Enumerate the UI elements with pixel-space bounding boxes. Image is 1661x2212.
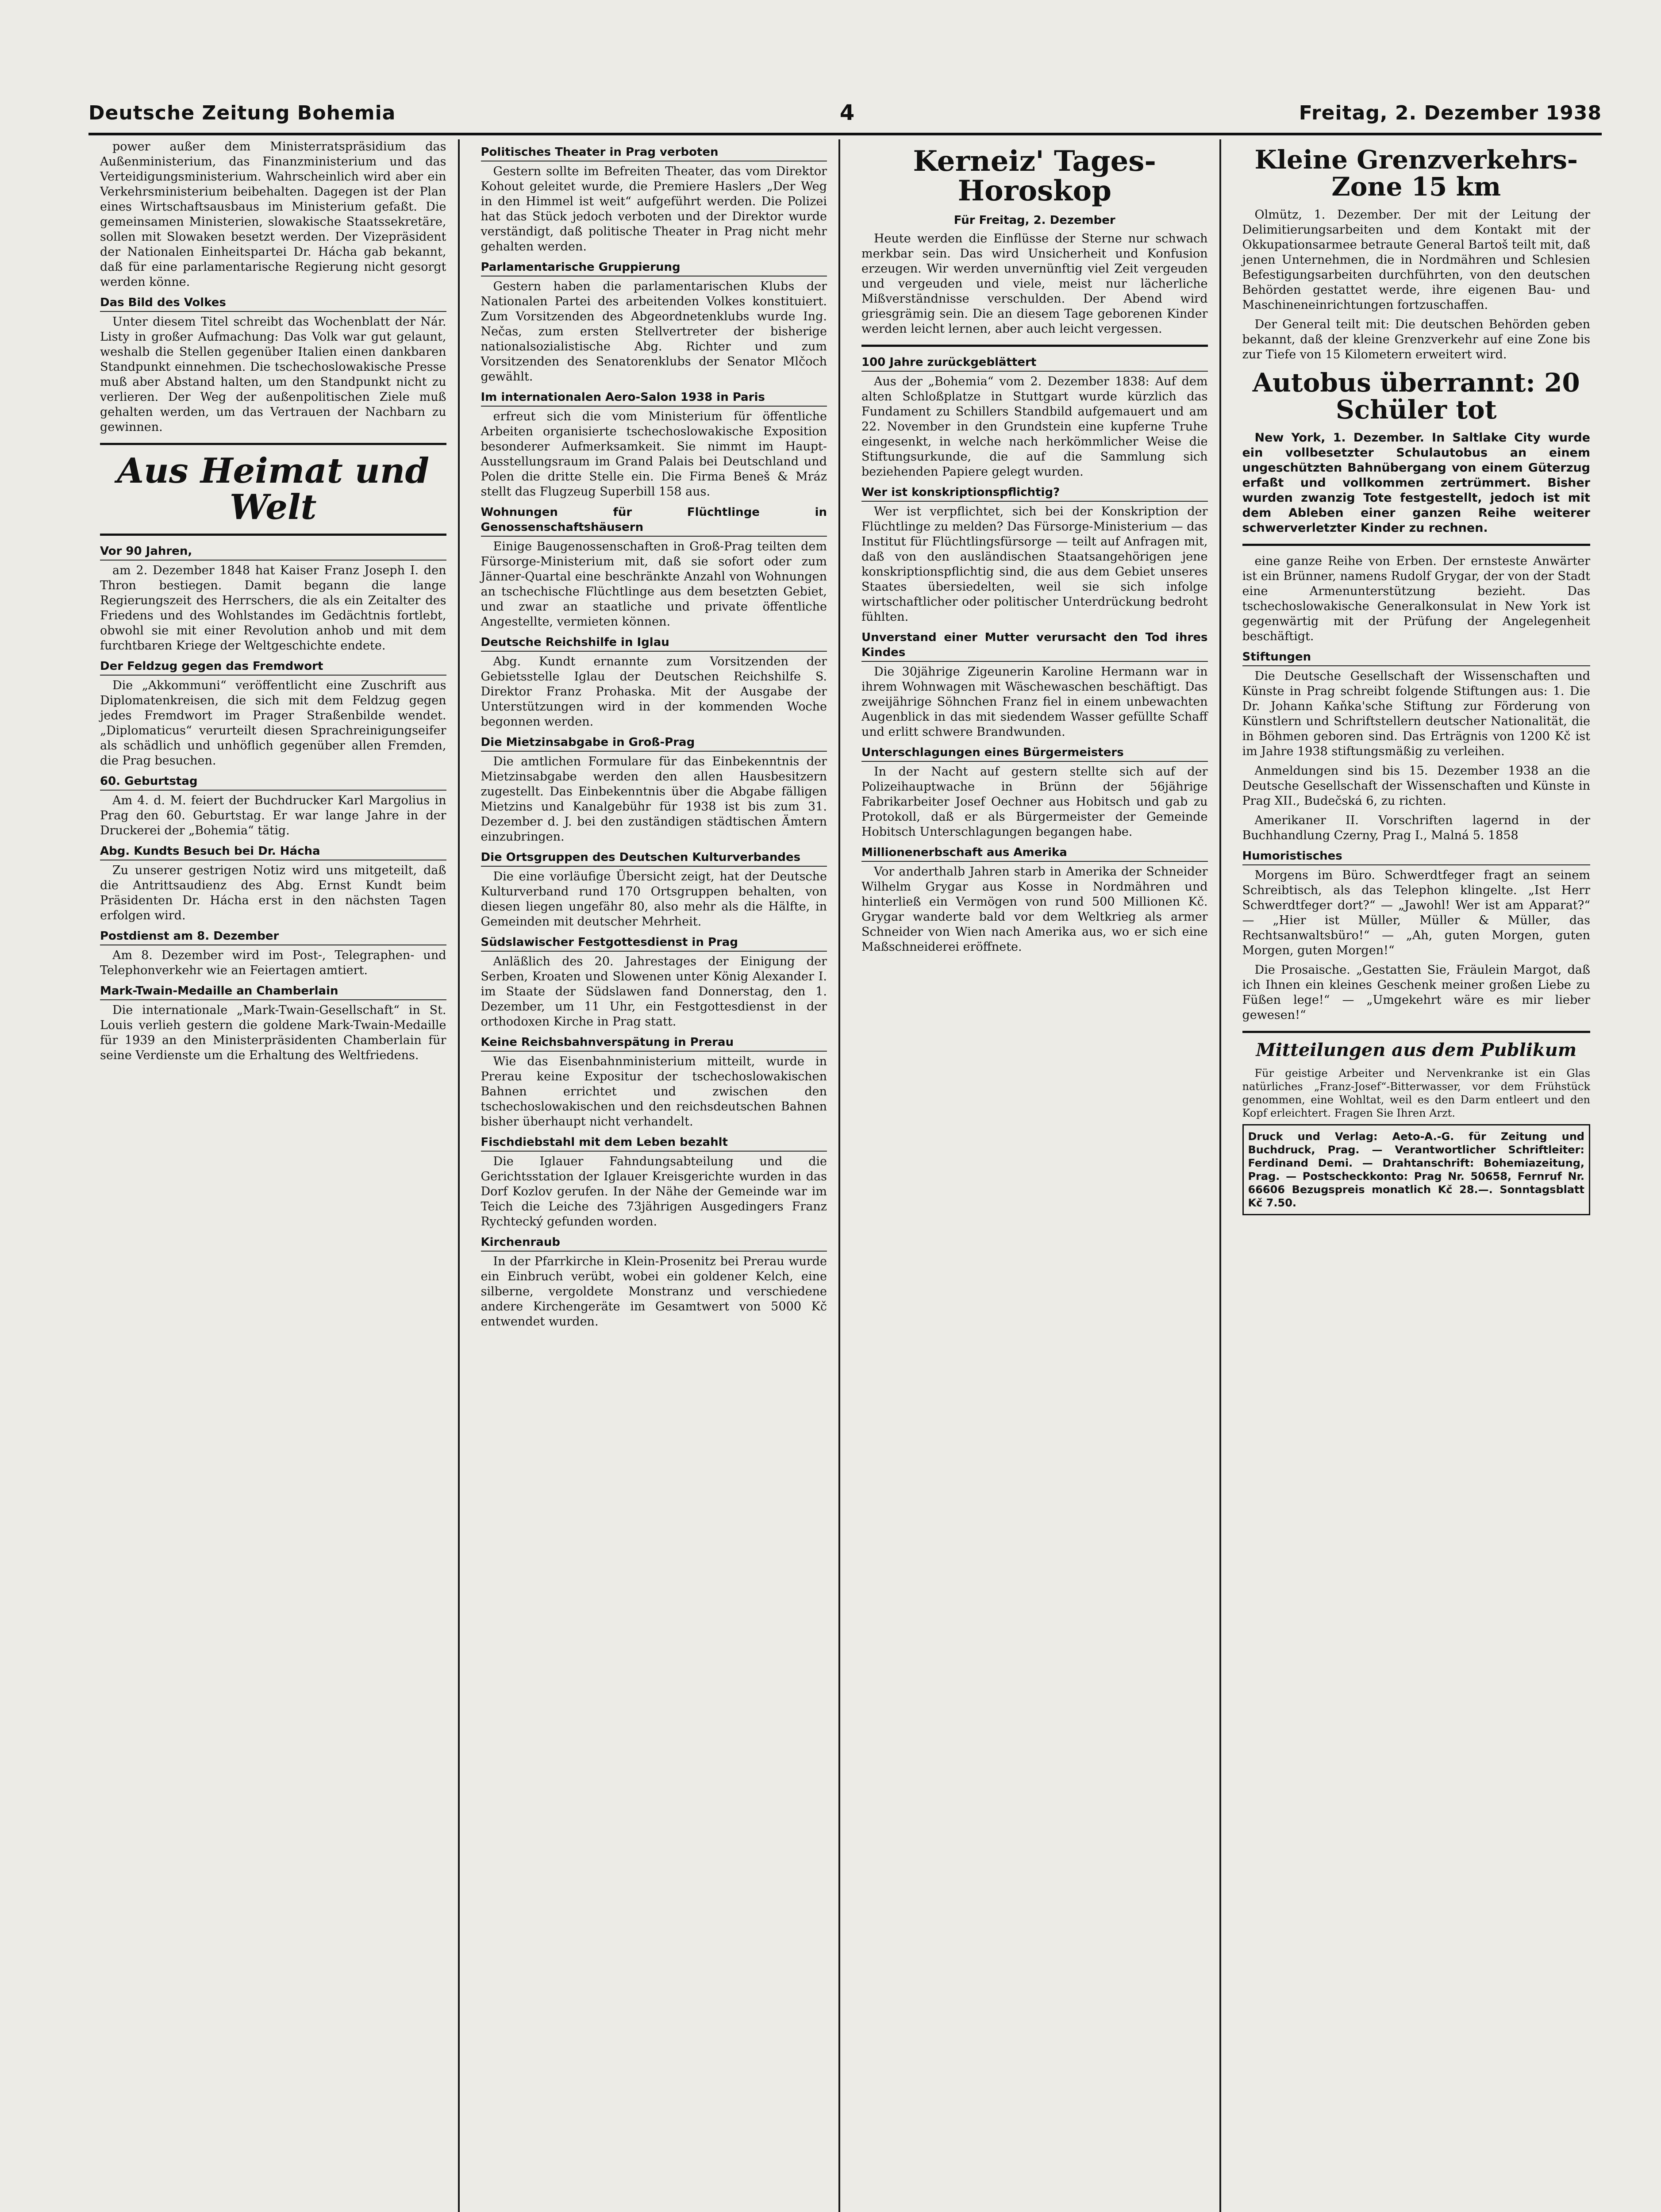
article-text: erfreut sich die vom Ministerium für öffentliche Arbeiten organisierte tschechoslowakische Exposition besonderer Aufmerksamkeit. Sie nimmt im Haupt-Ausstellungsraum im Grand Palais bei Deutschland und Polen die dritte Stelle ein. Die Firma Beneš & Mráz stellt das Flugzeug Superbill 158 aus. (481, 410, 827, 499)
article-text: Die Iglauer Fahndungsabteilung und die Gerichtsstation der Iglauer Kreisgerichte wurden in das Dorf Kozlov gerufen. In der Nähe der Gemeinde war im Teich die Leiche des 73jährigen Ausgedingers Franz Rychtecký gefunden worden. (481, 1155, 827, 1229)
article-text: Am 8. Dezember wird im Post-, Telegraphen- und Telephonverkehr wie an Feiertagen amtiert. (100, 948, 446, 977)
article-text: Vor anderthalb Jahren starb in Amerika der Schneider Wilhelm Grygar aus Kosse in Nordmähren und hinterließ ein Vermögen von rund 500 Millionen Kč. Grygar wanderte bald vor dem Weltkrieg als armer Schneider von Wien nach Amerika aus, wo er sich eine Maßschneiderei eröffnete. (861, 865, 1208, 954)
article-text: Gestern sollte im Befreiten Theater, das vom Direktor Kohout geleitet wurde, die Premiere Haslers „Der Weg in den Himmel ist weit“ aufgeführt werden. Die Polizei hat das Stück jedoch verboten und der Direktor wurde verständigt, daß politische Theater in Prag nicht mehr gehalten werden. (481, 165, 827, 253)
article-heading: Unterschlagungen eines Bürgermeisters (861, 745, 1208, 762)
divider (100, 534, 446, 536)
article-heading: Die Mietzinsabgabe in Groß-Prag (481, 735, 827, 752)
article-text: Morgens im Büro. Schwerdtfeger fragt an seinem Schreibtisch, als das Telephon klingelte. „Ist Herr Schwerdtfeger dort?“ — „Jawohl! Wer ist am Apparat?“ — „Hier ist Müller, Müller & Müller, das Rechtsanwaltsbüro!“ — „Ah, guten Morgen, guten Morgen, guten Morgen!“ (1242, 868, 1590, 957)
article-text: In der Nacht auf gestern stellte sich auf der Polizeihauptwache in Brünn der 56jährige Fabrikarbeiter Josef Oechner aus Hobitsch und gab zu Protokoll, daß er als Bürgermeister der Gemeinde Hobitsch Unterschlagungen begangen habe. (861, 765, 1208, 839)
article-heading: Die Ortsgruppen des Deutschen Kulturverbandes (481, 850, 827, 867)
article-text: New York, 1. Dezember. In Saltlake City wurde ein vollbesetzter Schulautobus an einem ungeschützten Bahnübergang von einem Güterzug erfaßt und vollkommen zertrümmert. Bisher wurden zwanzig Tote festgestellt, jedoch ist mit dem Ableben einer ganzen Reihe weiterer schwerverletzter Kinder zu rechnen. (1242, 430, 1590, 535)
article-heading: 60. Geburtstag (100, 774, 446, 791)
article-text: In der Pfarrkirche in Klein-Prosenitz bei Prerau wurde ein Einbruch verübt, wobei ein goldener Kelch, eine silberne, vergoldete Monstranz und verschiedene andere Kirchengeräte im Gesamtwert von 5000 Kč entwendet wurden. (481, 1255, 827, 1329)
article-heading: Humoristisches (1242, 849, 1591, 865)
article-text: Am 4. d. M. feiert der Buchdrucker Karl Margolius in Prag den 60. Geburtstag. Er war lange Jahre in der Druckerei der „Bohemia“ tätig. (100, 793, 446, 837)
column-3 (850, 139, 1221, 2212)
article-text: Die amtlichen Formulare für das Einbekenntnis der Mietzinsabgabe werden den allen Hausbesitzern zugestellt. Das Einbekenntnis über die Abgabe fälligen Mietzins und Kanalgebühr für 1938 ist bis zum 31. Dezember d. J. bei den zuständigen städtischen Ämtern einzubringen. (481, 755, 827, 844)
divider (1242, 544, 1591, 546)
article-heading: Millionenerbschaft aus Amerika (861, 845, 1208, 862)
article-heading: Der Feldzug gegen das Fremdwort (100, 659, 446, 676)
article-columns (88, 139, 1602, 2212)
article-text: Amerikaner II. Vorschriften lagernd in der Buchhandlung Czerny, Prag I., Malná 5. 1858 (1242, 813, 1590, 842)
article-text: Der General teilt mit: Die deutschen Behörden geben bekannt, daß der kleine Grenzverkehr auf eine Zone bis zur Tiefe von 15 Kilometern erweitert wird. (1242, 317, 1590, 361)
column-2 (469, 139, 841, 2212)
article-text: Gestern haben die parlamentarischen Klubs der Nationalen Partei des arbeitenden Volkes konstituiert. Zum Vorsitzenden des Abgeordnetenklubs wurde Ing. Nečas, zum ersten Stellvertreter der bisherige nationalsozialistische Abg. Richter und zum Vorsitzenden des Senatorenklubs der Senator Mlčoch gewählt. (481, 280, 827, 384)
article-text: Einige Baugenossenschaften in Groß-Prag teilten dem Fürsorge-Ministerium mit, daß sie sofort oder zum Jänner-Quartal eine beschränkte Anzahl von Wohnungen an tschechische Flüchtlinge aus dem besetzten Gebiet, und zwar an staatliche und private öffentliche Angestellte, vermieten können. (481, 540, 827, 629)
divider (1242, 1031, 1591, 1033)
headline-grenzverkehr: Kleine Grenzverkehrs-Zone 15 km (1254, 145, 1578, 202)
horoscope-date: Für Freitag, 2. Dezember (954, 214, 1115, 227)
article-heading: Fischdiebstahl mit dem Leben bezahlt (481, 1135, 827, 1152)
article-heading: Parlamentarische Gruppierung (481, 260, 827, 276)
column-1 (88, 139, 460, 2212)
masthead-name: Deutsche Zeitung Bohemia (88, 101, 396, 124)
article-heading: Abg. Kundts Besuch bei Dr. Hácha (100, 844, 446, 860)
article-text: am 2. Dezember 1848 hat Kaiser Franz Joseph I. den Thron bestiegen. Damit begann die lange Regierungszeit des Herrschers, die als ein Zeitalter des Friedens und des Wohlstandes im Gedächtnis fortlebt, obwohl sie mit einer Revolution anhob und mit dem furchtbaren Kriege der Weltgeschichte endete. (100, 563, 446, 653)
article-heading: Südslawischer Festgottesdienst in Prag (481, 935, 827, 952)
article-heading: Vor 90 Jahren, (100, 544, 446, 561)
article-text: Olmütz, 1. Dezember. Der mit der Leitung der Delimitierungsarbeiten und dem Kontakt mit der Okkupationsarmee betraute General Bartoš teilt mit, daß jenen Unternehmen, die in Nordmähren und Schlesien Befestigungsarbeiten durchführten, von den deutschen Behörden gestattet werde, ihre eigenen Bau- und Maschineneinrichtungen fortzuschaffen. (1242, 207, 1590, 312)
page-number: 4 (839, 100, 855, 125)
notice-text: Für geistige Arbeiter und Nervenkranke ist ein Glas natürliches „Franz-Josef“-Bitterwasser, vor dem Frühstück genommen, eine Wohltat, weil es den Darm entleert und den Kopf erleichtert. Fragen Sie Ihren Arzt. (1242, 1067, 1590, 1119)
article-heading: Mark-Twain-Medaille an Chamberlain (100, 983, 446, 1000)
article-heading: 100 Jahre zurückgeblättert (861, 355, 1208, 372)
article-text: Die 30jährige Zigeunerin Karoline Hermann war in ihrem Wohnwagen mit Wäschewaschen beschäftigt. Das zweijährige Söhnchen Franz fiel in einem unbewachten Augenblick in das mit siedendem Wasser gefüllte Schaff und erlitt schwere Brandwunden. (861, 665, 1208, 739)
article-heading: Im internationalen Aero-Salon 1938 in Paris (481, 390, 827, 407)
article-heading: Deutsche Reichshilfe in Iglau (481, 635, 827, 652)
headline-autobus: Autobus überrannt: 20 Schüler tot (1252, 367, 1580, 425)
article-heading: Keine Reichsbahnverspätung in Prerau (481, 1035, 827, 1052)
article-heading: Das Bild des Volkes (100, 295, 446, 312)
divider (861, 345, 1208, 347)
horoscope-title: Kerneiz' Tages-Horoskop (913, 145, 1156, 208)
article-heading: Postdienst am 8. Dezember (100, 929, 446, 945)
page-header (88, 93, 1602, 135)
article-text: Heute werden die Einflüsse der Sterne nur schwach merkbar sein. Das wird Unsicherheit und Konfusion erzeugen. Wir werden unvernünftig viel Zeit vergeuden und vergeuden und viele, meist nur lächerliche Mißverständnisse verschulden. Der Abend wird griesgrämig sein. Die an diesem Tage geborenen Kinder werden leicht lernen, aber auch leicht vergessen. (861, 232, 1208, 336)
article-heading: Politisches Theater in Prag verboten (481, 145, 827, 161)
article-text: Die eine vorläufige Übersicht zeigt, hat der Deutsche Kulturverband rund 170 Ortsgruppen behalten, von diesen liegen ungefähr 80, also mehr als die Hälfte, in Gemeinden mit deutscher Mehrheit. (481, 870, 827, 929)
article-text: Unter diesem Titel schreibt das Wochenblatt der Nár. Listy in großer Aufmachung: Das Volk war gut gelaunt, weshalb die Stellen gegenüber Italien einen dankbaren Standpunkt einnehmen. Die tschechoslowakische Presse muß aber Abstand halten, um den Standpunkt nicht zu verlieren. Der Weg der außenpolitischen Ziele muß gehalten werden, um das Vertrauen der Nachbarn zu gewinnen. (100, 315, 446, 434)
divider (100, 443, 446, 445)
article-text: Wie das Eisenbahnministerium mitteilt, wurde in Prerau keine Expositur der tschechoslowakischen Bahnen errichtet und zwischen den tschechoslowakischen und den reichsdeutschen Bahnen bisher überhaupt nicht verhandelt. (481, 1055, 827, 1129)
article-heading: Wer ist konskriptionspflichtig? (861, 485, 1208, 502)
article-heading: Wohnungen für Flüchtlinge in Genossenschaftshäusern (481, 505, 827, 537)
article-text: eine ganze Reihe von Erben. Der ernsteste Anwärter ist ein Brünner, namens Rudolf Grygar, der von der Stadt eine Armenunterstützung bezieht. Das tschechoslowakische Generalkonsulat in New York ist gegenwärtig mit der Prüfung der Angelegenheit beschäftigt. (1242, 554, 1590, 643)
article-text: Anmeldungen sind bis 15. Dezember 1938 an die Deutsche Gesellschaft der Wissenschaften und Künste in Prag XII., Budečská 6, zu richten. (1242, 764, 1590, 808)
article-text: Die Deutsche Gesellschaft der Wissenschaften und Künste in Prag schreibt folgende Stiftungen aus: 1. Die Dr. Johann Kaňka'sche Stiftung zur Förderung von Künstlern und Schriftstellern deutscher Nationalität, die in Böhmen geboren sind. Das Erträgnis von 1200 Kč ist im Jahre 1938 stiftungsmäßig zu verleihen. (1242, 669, 1590, 758)
article-text: Aus der „Bohemia“ vom 2. Dezember 1838: Auf dem alten Schloßplatze in Stuttgart wurde kürzlich das Fundament zu Schillers Standbild aufgemauert und am 22. November in den Grundstein eine kupferne Truhe eingesenkt, in welche nach herkömmlicher Weise die Stiftungsurkunde, die auf die Sammlung sich beziehenden Papiere gelegt wurden. (861, 375, 1208, 479)
article-text: Zu unserer gestrigen Notiz wird uns mitgeteilt, daß die Antrittsaudienz des Abg. Ernst Kundt beim Präsidenten Dr. Hácha erst in den nächsten Tagen erfolgen wird. (100, 863, 446, 922)
issue-date: Freitag, 2. Dezember 1938 (1299, 101, 1602, 124)
article-heading: Unverstand einer Mutter verursacht den Tod ihres Kindes (861, 630, 1208, 662)
notice-title: Mitteilungen aus dem Publikum (1256, 1039, 1577, 1060)
article-text: Die „Akkommuni“ veröffentlicht eine Zuschrift aus Diplomatenkreisen, die sich mit dem Feldzug gegen jedes Fremdwort im Prager Straßenbilde wendet. „Diplomaticus“ verurteilt diesen Sprachreinigungseifer als schädlich und unhöflich gegenüber allen Fremden, die Prag besuchen. (100, 678, 446, 768)
article-heading: Kirchenraub (481, 1235, 827, 1252)
article-heading: Stiftungen (1242, 649, 1591, 666)
article-text: Die internationale „Mark-Twain-Gesellschaft“ in St. Louis verlieh gestern die goldene Mark-Twain-Medaille für 1939 an den Ministerpräsidenten Chamberlain für seine Verdienste um die Erhaltung des Weltfriedens. (100, 1003, 446, 1062)
article-text: Abg. Kundt ernannte zum Vorsitzenden der Gebietsstelle Iglau der Deutschen Reichshilfe S. Direktor Franz Prohaska. Mit der Ausgabe der Unterstützungen wird in der kommenden Woche begonnen werden. (481, 655, 827, 729)
article-text: Wer ist verpflichtet, sich bei der Konskription der Flüchtlinge zu melden? Das Fürsorge-Ministerium — das Institut für Flüchtlingsfürsorge — teilt auf Anfragen mit, daß von den ausländischen Staatsangehörigen jene konskriptionspflichtig sind, die aus dem Gebiet unseres Staates übersiedelten, weil sie sich infolge wirtschaftlicher oder politischer Unterdrückung bedroht fühlten. (861, 505, 1208, 624)
article-text: Anläßlich des 20. Jahrestages der Einigung der Serben, Kroaten und Slowenen unter König Alexander I. im Staate der Südslawen fand Donnerstag, den 1. Dezember, um 11 Uhr, ein Festgottesdienst in der orthodoxen Kirche in Prag statt. (481, 955, 827, 1029)
imprint-box: Druck und Verlag: Aeto-A.-G. für Zeitung und Buchdruck, Prag. — Verantwortlicher Schriftleiter: Ferdinand Demi. — Drahtanschrift: Bohemiazeitung, Prag. — Postscheckkonto: Prag Nr. 50658, Fernruf Nr. 66606 Bezugspreis monatlich Kč 28.—. Sonntagsblatt Kč 7.50. (1242, 1124, 1591, 1215)
article-text: power außer dem Ministerratspräsidium das Außenministerium, das Finanzministerium und das Verteidigungsministerium. Wahrscheinlich wird aber ein Verkehrsministerium beibehalten. Dagegen ist der Plan eines Wirtschaftsausbaus im Ministerium gefaßt. Die gemeinsamen Ministerien, slowakische Staatssekretäre, sollen mit Slowaken besetzt werden. Der Vizepräsident der Nationalen Einheitspartei Dr. Hácha gab bekannt, daß für eine parlamentarische Regierung nicht gesorgt werden könne. (100, 140, 446, 289)
article-text: Die Prosaische. „Gestatten Sie, Fräulein Margot, daß ich Ihnen ein kleines Geschenk meiner großen Liebe zu Füßen lege!“ — „Umgekehrt wäre es mir lieber gewesen!“ (1242, 963, 1590, 1022)
column-4 (1231, 139, 1602, 2212)
section-title: Aus Heimat und Welt (117, 451, 429, 527)
